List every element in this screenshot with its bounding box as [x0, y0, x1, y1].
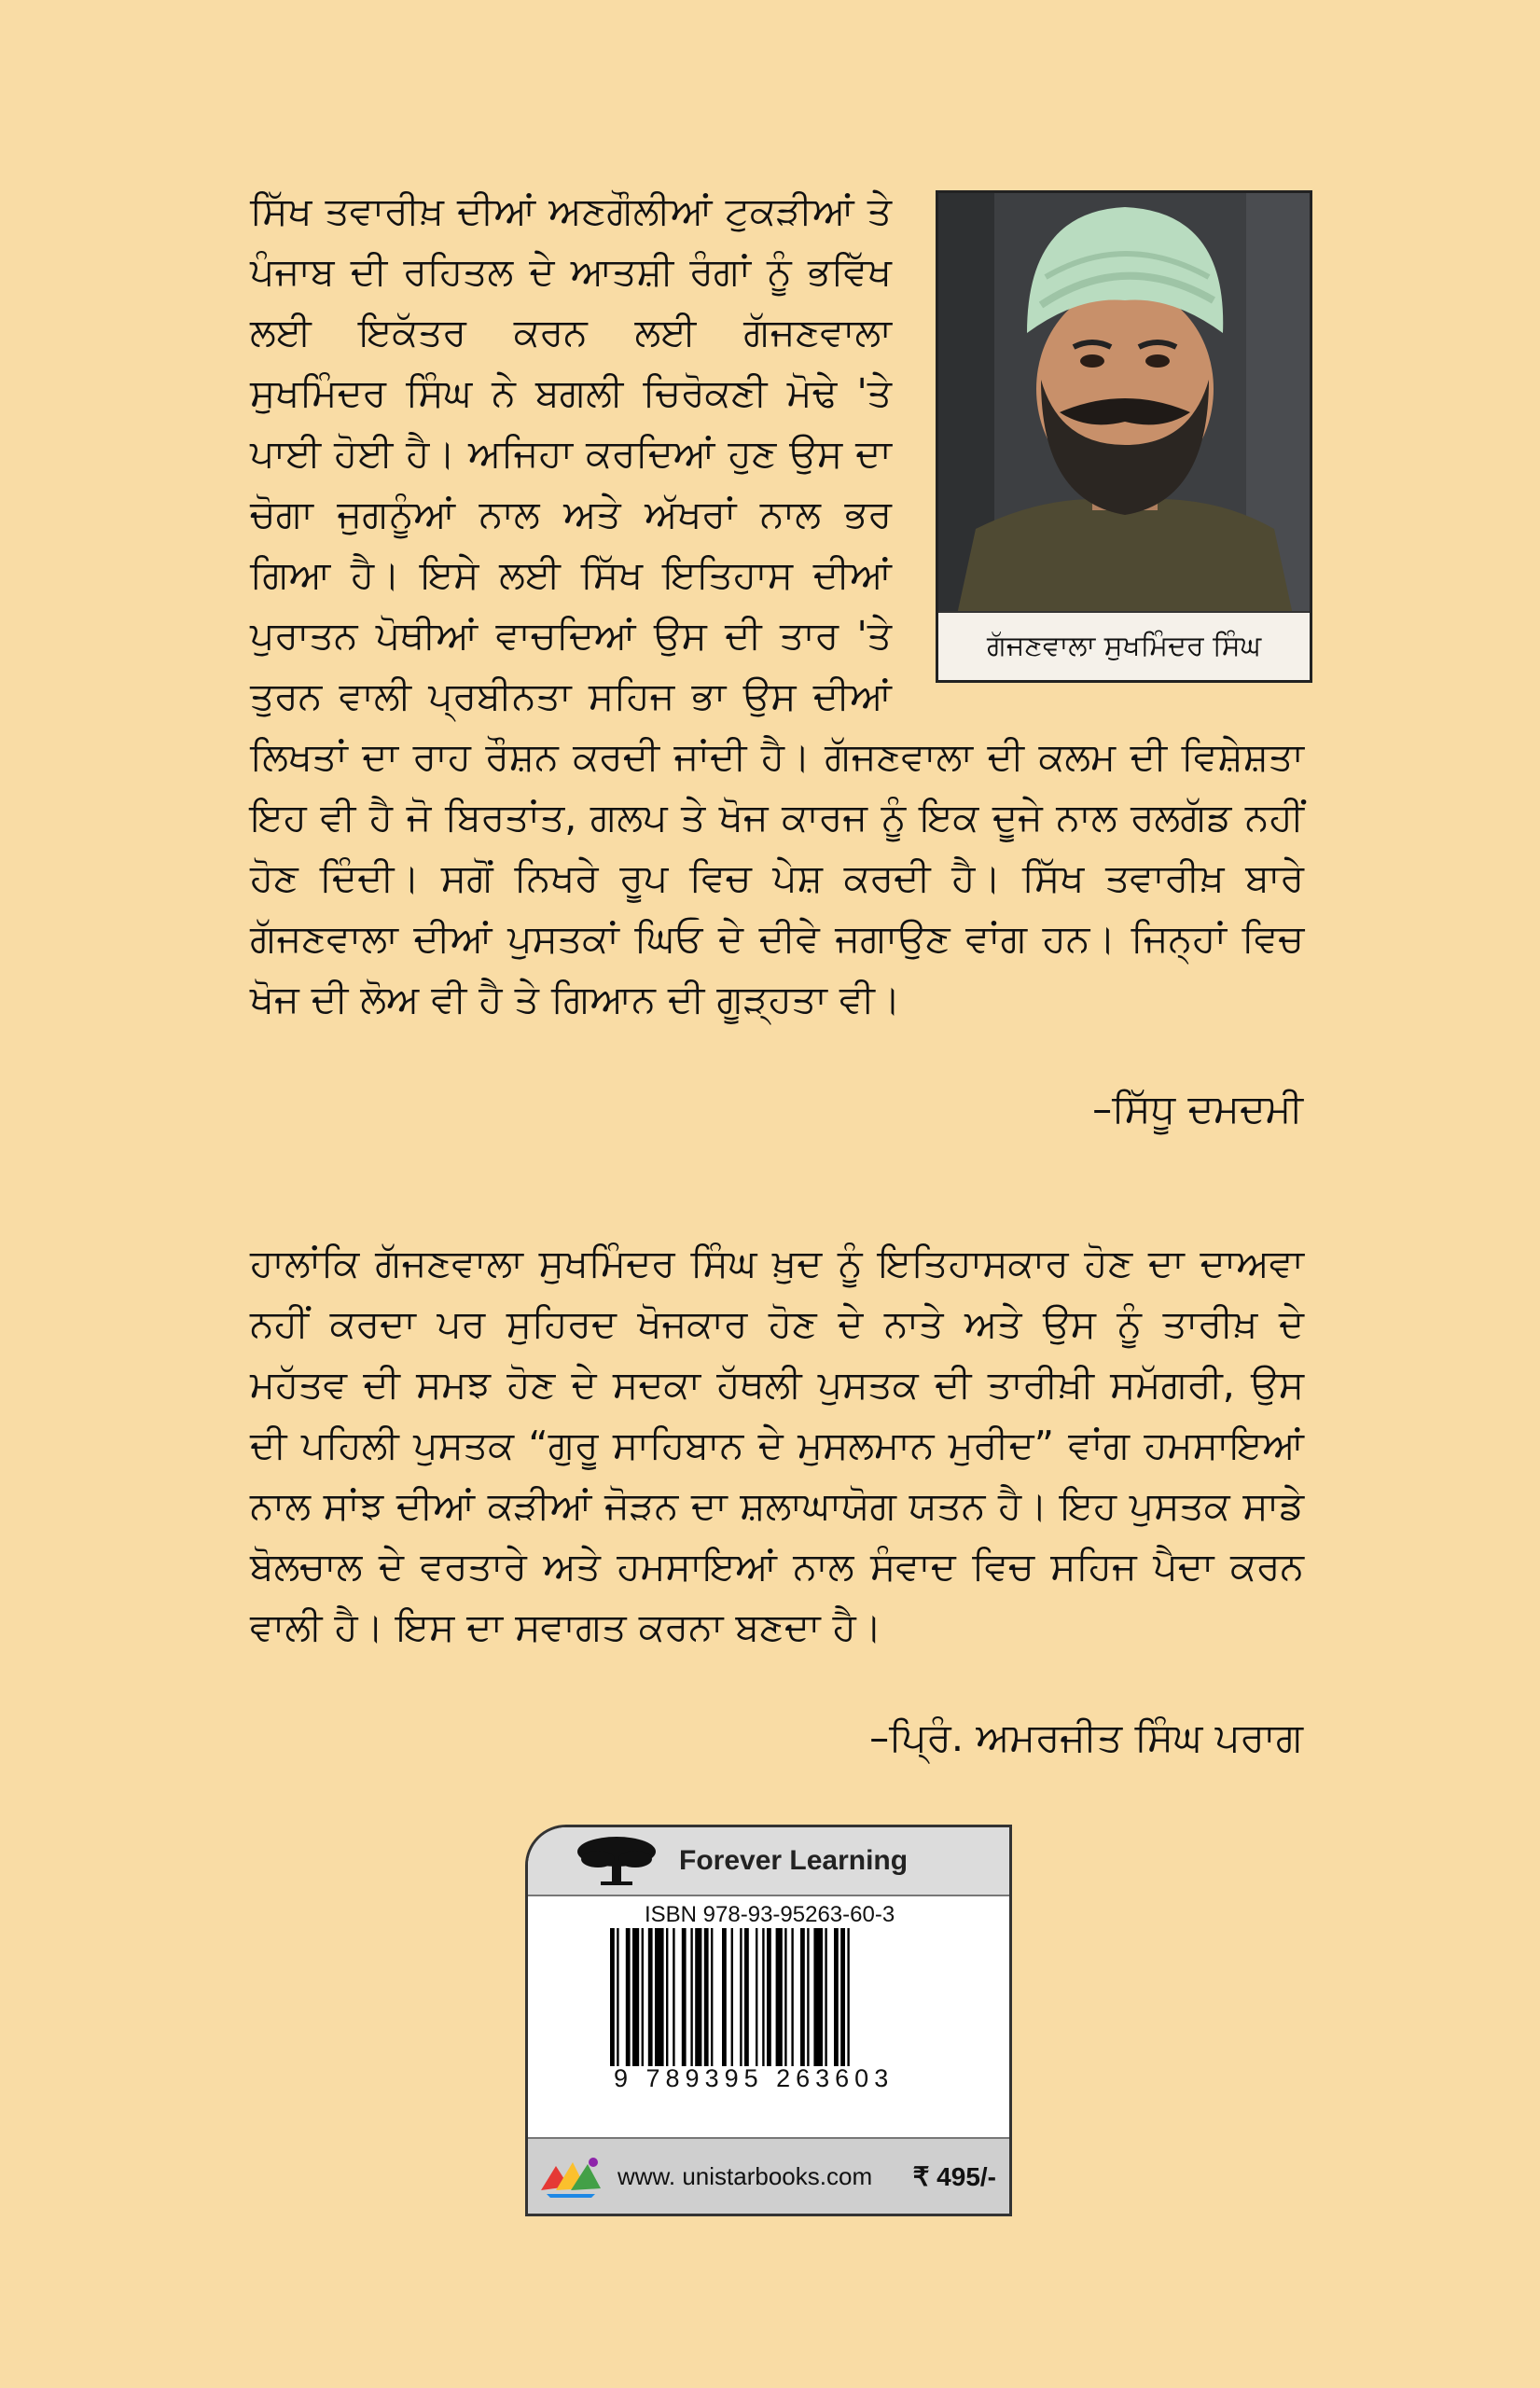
attribution-1: –ਸਿੱਧੂ ਦਮਦਮੀ: [1092, 1086, 1303, 1132]
barcode-digits: 9 789395 263603: [614, 2064, 895, 2092]
barcode-header: [528, 1827, 1009, 1896]
price-label: ₹ 495/-: [912, 2161, 996, 2191]
publisher-website: www. unistarbooks.com: [617, 2161, 873, 2190]
attribution-2: –ਪ੍ਰਿੰ. ਅਮਰਜੀਤ ਸਿੰਘ ਪਰਾਗ: [869, 1715, 1303, 1760]
author-photo: [936, 190, 1312, 683]
isbn-text: ISBN 978-93-95263-60-3: [645, 1902, 895, 1927]
author-portrait-image: [938, 193, 1310, 615]
blurb-text-1: ਸਿੱਖ ਤਵਾਰੀਖ਼ ਦੀਆਂ ਅਣਗੌਲੀਆਂ ਟੁਕੜੀਆਂ ਤੇ ਪੰਜਾਬ ਦੀ ਰਹਿਤਲ ਦੇ ਆਤਸ਼ੀ ਰੰਗਾਂ ਨੂੰ ਭਵਿੱਖ ਲਈ ਇਕੱਤਰ ਕਰਨ ਲਈ ਗੱਜਣਵਾਲਾ ਸੁਖਮਿੰਦਰ ਸਿੰਘ ਨੇ ਬਗਲੀ ਚਿਰੋਕਣੀ ਮੋਢੇ 'ਤੇ ਪਾਈ ਹੋਈ ਹੈ। ਅਜਿਹਾ ਕਰਦਿਆਂ ਹੁਣ ਉਸ ਦਾ ਚੋਗਾ ਜੁਗਨੂੰਆਂ ਨਾਲ ਅਤੇ ਅੱਖਰਾਂ ਨਾਲ ਭਰ ਗਿਆ ਹੈ। ਇਸੇ ਲਈ ਸਿੱਖ ਇਤਿਹਾਸ ਦੀਆਂ ਪੁਰਾਤਨ ਪੋਥੀਆਂ ਵਾਚਦਿਆਂ ਉਸ ਦੀ ਤਾਰ 'ਤੇ ਤੁਰਨ ਵਾਲੀ ਪ੍ਰਬੀਨਤਾ ਸਹਿਜ ਭਾ ਉਸ ਦੀਆਂ ਲਿਖਤਾਂ ਦਾ ਰਾਹ ਰੌਸ਼ਨ ਕਰਦੀ ਜਾਂਦੀ ਹੈ। ਗੱਜਣਵਾਲਾ ਦੀ ਕਲਮ ਦੀ ਵਿਸ਼ੇਸ਼ਤਾ ਇਹ ਵੀ ਹੈ ਜੋ ਬਿਰਤਾਂਤ, ਗਲਪ ਤੇ ਖੋਜ ਕਾਰਜ ਨੂੰ ਇਕ ਦੂਜੇ ਨਾਲ ਰਲਗੱਡ ਨਹੀਂ ਹੋਣ ਦਿੰਦੀ। ਸਗੋਂ ਨਿਖਰੇ ਰੂਪ ਵਿਚ ਪੇਸ਼ ਕਰਦੀ ਹੈ। ਸਿੱਖ ਤਵਾਰੀਖ਼ ਬਾਰੇ ਗੱਜਣਵਾਲਾ ਦੀਆਂ ਪੁਸਤਕਾਂ ਘਿਓ ਦੇ ਦੀਵੇ ਜਗਾਉਣ ਵਾਂਗ ਹਨ। ਜਿਨ੍ਹਾਂ ਵਿਚ ਖੋਜ ਦੀ ਲੋਅ ਵੀ ਹੈ ਤੇ ਗਿਆਨ ਦੀ ਗੂੜ੍ਹਤਾ ਵੀ।: [250, 188, 1304, 1021]
blurb-text-2: ਹਾਲਾਂਕਿ ਗੱਜਣਵਾਲਾ ਸੁਖਮਿੰਦਰ ਸਿੰਘ ਖ਼ੁਦ ਨੂੰ ਇਤਿਹਾਸਕਾਰ ਹੋਣ ਦਾ ਦਾਅਵਾ ਨਹੀਂ ਕਰਦਾ ਪਰ ਸੁਹਿਰਦ ਖੋਜਕਾਰ ਹੋਣ ਦੇ ਨਾਤੇ ਅਤੇ ਉਸ ਨੂੰ ਤਾਰੀਖ਼ ਦੇ ਮਹੱਤਵ ਦੀ ਸਮਝ ਹੋਣ ਦੇ ਸਦਕਾ ਹੱਥਲੀ ਪੁਸਤਕ ਦੀ ਤਾਰੀਖ਼ੀ ਸਮੱਗਰੀ, ਉਸ ਦੀ ਪਹਿਲੀ ਪੁਸਤਕ “ਗੁਰੂ ਸਾਹਿਬਾਨ ਦੇ ਮੁਸਲਮਾਨ ਮੁਰੀਦ” ਵਾਂਗ ਹਮਸਾਇਆਂ ਨਾਲ ਸਾਂਝ ਦੀਆਂ ਕੜੀਆਂ ਜੋੜਨ ਦਾ ਸ਼ਲਾਘਾਯੋਗ ਯਤਨ ਹੈ। ਇਹ ਪੁਸਤਕ ਸਾਡੇ ਬੋਲਚਾਲ ਦੇ ਵਰਤਾਰੇ ਅਤੇ ਹਮਸਾਇਆਂ ਨਾਲ ਸੰਵਾਦ ਵਿਚ ਸਹਿਜ ਪੈਦਾ ਕਰਨ ਵਾਲੀ ਹੈ। ਇਸ ਦਾ ਸਵਾਗਤ ਕਰਨਾ ਬਣਦਾ ਹੈ।: [250, 1241, 1304, 1649]
publisher-tagline: Forever Learning: [679, 1845, 909, 1876]
photo-caption: ਗੱਜਣਵਾਲਾ ਸੁਖਮਿੰਦਰ ਸਿੰਘ: [938, 611, 1310, 680]
barcode-footer: [528, 2137, 1009, 2214]
blurb-paragraph-2: [250, 1233, 1304, 1658]
barcode-block: [525, 1825, 1012, 2216]
tree-icon: [575, 1833, 659, 1889]
publisher-logo-icon: [537, 2153, 604, 2200]
barcode-bars: [610, 1928, 927, 2066]
